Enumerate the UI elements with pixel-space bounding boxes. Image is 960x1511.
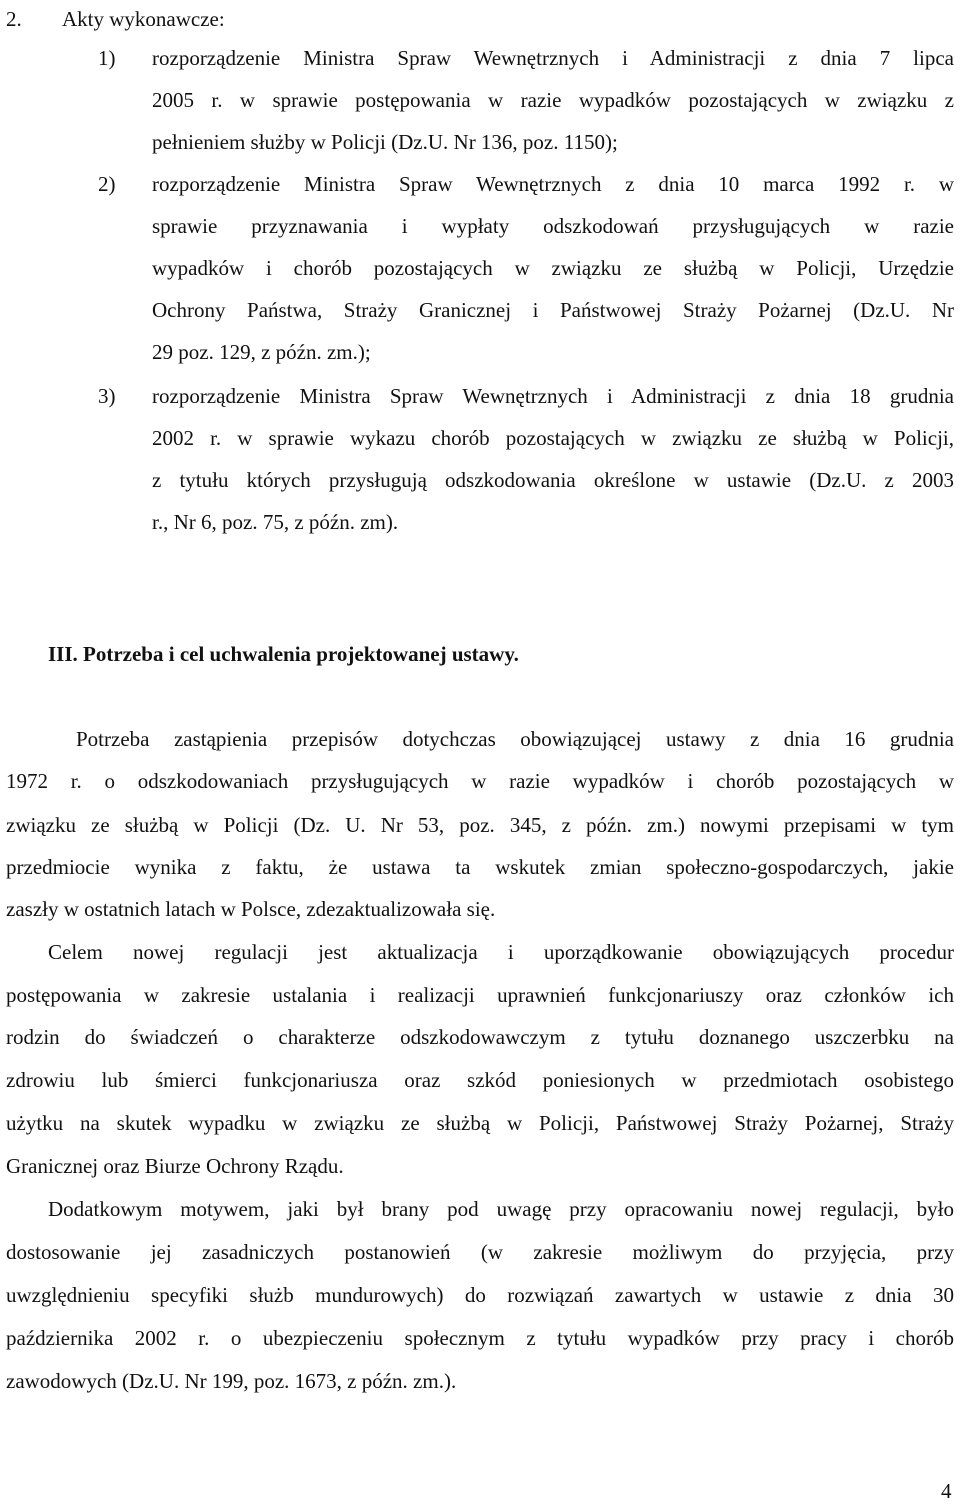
list-item-number: 1)	[98, 46, 116, 70]
list-item-line: Ochrony Państwa, Straży Granicznej i Państwowej Straży Pożarnej (Dz.U. Nr	[152, 298, 954, 322]
paragraph-line: Granicznej oraz Biurze Ochrony Rządu.	[6, 1154, 344, 1178]
list-item-line: rozporządzenie Ministra Spraw Wewnętrznych i Administracji z dnia 7 lipca	[152, 46, 954, 70]
paragraph-line: uwzględnieniu specyfiki służb mundurowych) do rozwiązań zawartych w ustawie z dnia 30	[6, 1283, 954, 1307]
paragraph-line: zdrowiu lub śmierci funkcjonariusza oraz szkód poniesionych w przedmiotach osobistego	[6, 1068, 954, 1092]
list-item-number: 2)	[98, 172, 116, 196]
paragraph-line: Celem nowej regulacji jest aktualizacja i uporządkowanie obowiązujących procedur	[48, 940, 954, 964]
paragraph-line: 1972 r. o odszkodowaniach przysługujących w razie wypadków i chorób pozostających w	[6, 769, 954, 793]
list-item-line: rozporządzenie Ministra Spraw Wewnętrznych i Administracji z dnia 18 grudnia	[152, 384, 954, 408]
list-item-line: 2002 r. w sprawie wykazu chorób pozostających w związku ze służbą w Policji,	[152, 426, 954, 450]
list-item-line: wypadków i chorób pozostających w związku ze służbą w Policji, Urzędzie	[152, 256, 954, 280]
list-item-number: 3)	[98, 384, 116, 408]
list-item-line: r., Nr 6, poz. 75, z późn. zm).	[152, 510, 399, 534]
list-item-line: 2005 r. w sprawie postępowania w razie wypadków pozostających w związku z	[152, 88, 954, 112]
section-title: Akty wykonawcze:	[62, 7, 225, 31]
paragraph-line: października 2002 r. o ubezpieczeniu społecznym z tytułu wypadków przy pracy i chorób	[6, 1326, 954, 1350]
paragraph-line: postępowania w zakresie ustalania i realizacji uprawnień funkcjonariuszy oraz członków ich	[6, 983, 954, 1007]
section-heading: III. Potrzeba i cel uchwalenia projektowanej ustawy.	[48, 642, 519, 666]
paragraph-line: zawodowych (Dz.U. Nr 199, poz. 1673, z późn. zm.).	[6, 1369, 457, 1393]
list-item-line: pełnieniem służby w Policji (Dz.U. Nr 136, poz. 1150);	[152, 130, 618, 154]
paragraph-line: Potrzeba zastąpienia przepisów dotychczas obowiązującej ustawy z dnia 16 grudnia	[76, 727, 954, 751]
list-item-line: sprawie przyznawania i wypłaty odszkodowań przysługujących w razie	[152, 214, 954, 238]
paragraph-line: zaszły w ostatnich latach w Polsce, zdezaktualizowała się.	[6, 897, 496, 921]
paragraph-line: użytku na skutek wypadku w związku ze służbą w Policji, Państwowej Straży Pożarnej, Straży	[6, 1111, 954, 1135]
paragraph-line: rodzin do świadczeń o charakterze odszkodowawczym z tytułu doznanego uszczerbku na	[6, 1025, 954, 1049]
paragraph-line: Dodatkowym motywem, jaki był brany pod uwagę przy opracowaniu nowej regulacji, było	[48, 1197, 954, 1221]
list-item-line: rozporządzenie Ministra Spraw Wewnętrznych z dnia 10 marca 1992 r. w	[152, 172, 954, 196]
page-number: 4	[941, 1479, 952, 1503]
paragraph-line: związku ze służbą w Policji (Dz. U. Nr 53, poz. 345, z późn. zm.) nowymi przepisami w tym	[6, 813, 954, 837]
paragraph-line: przedmiocie wynika z faktu, że ustawa ta wskutek zmian społeczno-gospodarczych, jakie	[6, 855, 954, 879]
section-number: 2.	[6, 7, 22, 31]
paragraph-line: dostosowanie jej zasadniczych postanowień (w zakresie możliwym do przyjęcia, przy	[6, 1240, 954, 1264]
list-item-line: 29 poz. 129, z późn. zm.);	[152, 340, 371, 364]
list-item-line: z tytułu których przysługują odszkodowania określone w ustawie (Dz.U. z 2003	[152, 468, 954, 492]
